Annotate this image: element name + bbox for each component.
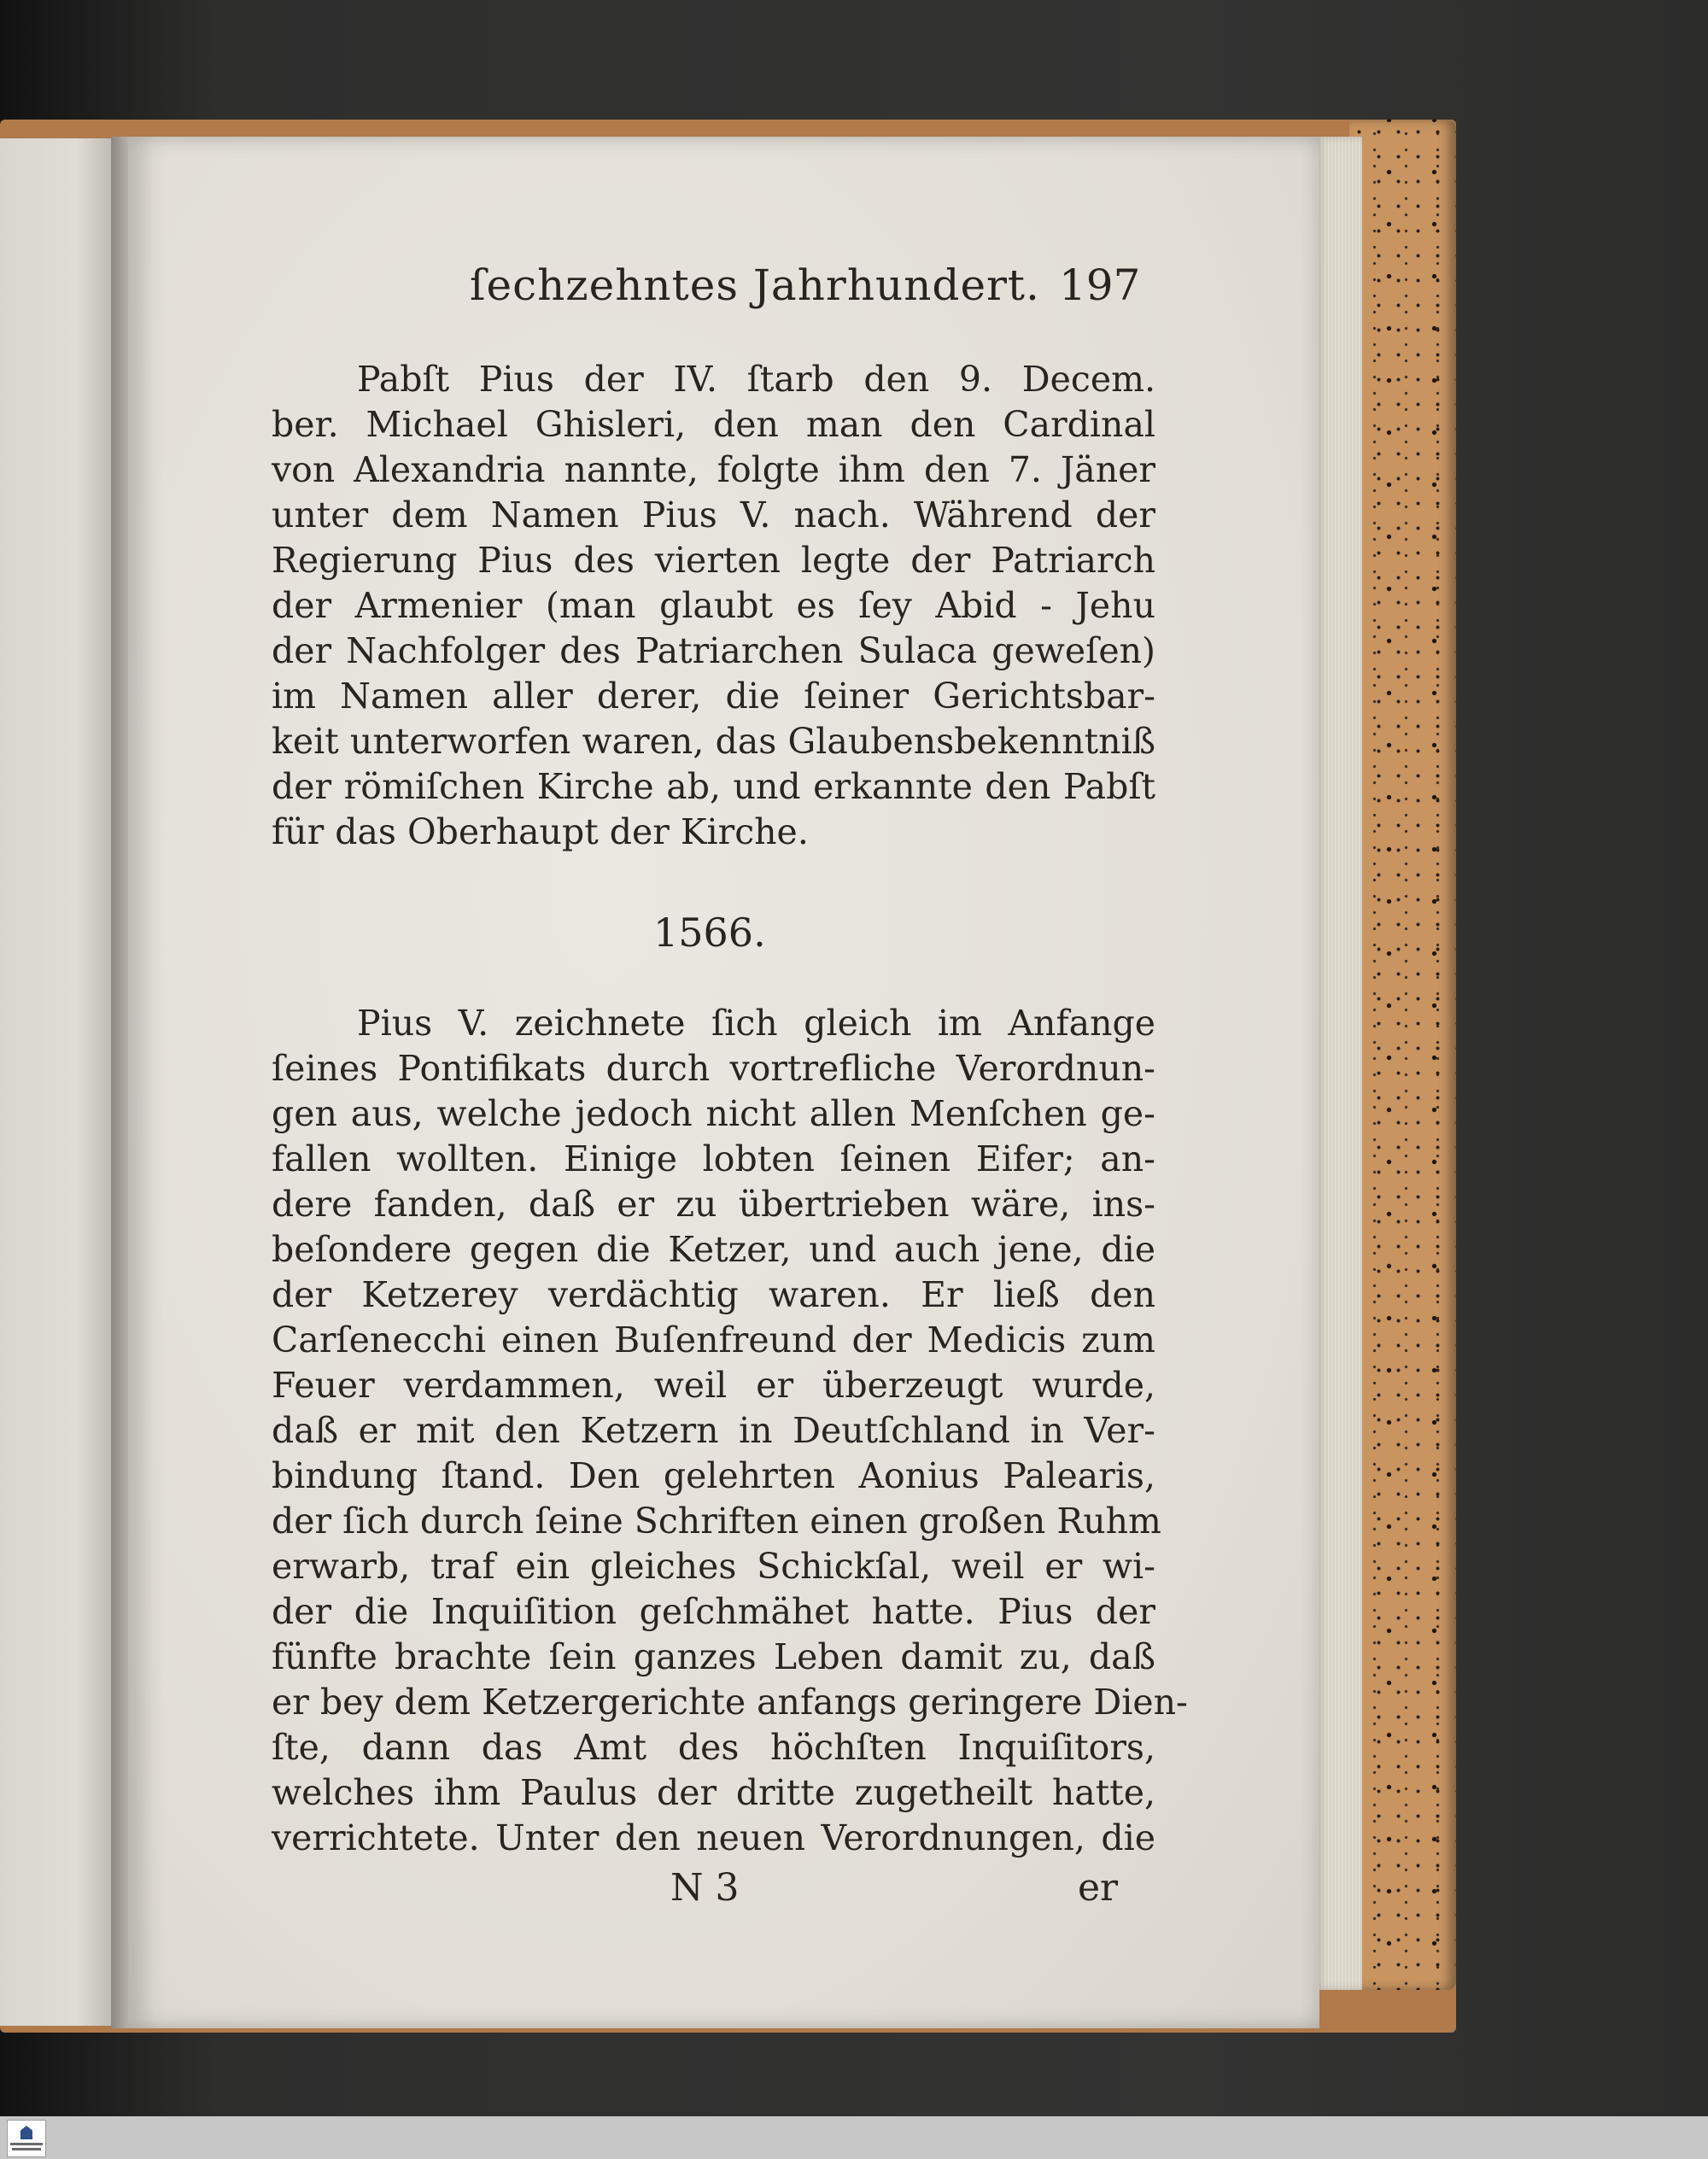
text-line: unter dem Namen Pius V. nach. Während der — [272, 494, 1155, 535]
text-line: welches ihm Paulus der dritte zugetheilt hatte, — [272, 1772, 1155, 1813]
viewer-footer-bar — [0, 2116, 1708, 2159]
text-line: der Ketzerey verdächtig waren. Er ließ den — [272, 1274, 1155, 1315]
text-line: der römiſchen Kirche ab, und erkannte den Pabſt — [272, 766, 1155, 807]
text-line: keit unterworfen waren, das Glaubensbekenntniß — [272, 721, 1155, 762]
text-line: ſte, dann das Amt des höchſten Inquiſitors, — [272, 1727, 1155, 1768]
text-line: von Alexandria nannte, folgte ihm den 7. Jäner — [272, 449, 1155, 490]
catchword: er — [1078, 1866, 1119, 1910]
text-line: Feuer verdammen, weil er überzeugt wurde, — [272, 1365, 1155, 1406]
text-line: fünfte brachte ſein ganzes Leben damit zu, daß — [272, 1636, 1155, 1677]
page-number: 197 — [1059, 260, 1141, 310]
text-line: der ſich durch ſeine Schriften einen großen Ruhm — [272, 1501, 1161, 1542]
text-line: erwarb, traf ein gleiches Schickſal, weil er wi- — [272, 1546, 1155, 1587]
library-logo-icon[interactable] — [7, 2120, 46, 2157]
text-line: dere fanden, daß er zu übertrieben wäre, ins- — [272, 1184, 1155, 1225]
logo-caption-rule — [12, 2148, 41, 2150]
text-line: bindung ſtand. Den gelehrten Aonius Palearis, — [272, 1455, 1155, 1496]
text-line: er bey dem Ketzergerichte anfangs geringere Dien- — [272, 1682, 1188, 1723]
text-line: der Armenier (man glaubt es ſey Abid - Jehu — [272, 585, 1155, 626]
text-line: ber. Michael Ghisleri, den man den Cardinal — [272, 404, 1155, 445]
signature-mark: N 3 — [670, 1866, 740, 1910]
text-line: für das Oberhaupt der Kirche. — [272, 811, 809, 852]
left-page-sliver — [0, 138, 120, 2026]
text-line: fallen wollten. Einige lobten ſeinen Eifer; an- — [272, 1138, 1155, 1179]
text-line: ſeines Pontifikats durch vortrefliche Verordnun- — [272, 1048, 1155, 1089]
running-head: ſechzehntes Jahrhundert. — [470, 260, 1040, 310]
text-line: Carſenecchi einen Buſenfreund der Medicis zum — [272, 1319, 1155, 1360]
page-stack-edges — [1315, 137, 1362, 1990]
year-heading: 1566. — [653, 910, 766, 956]
text-line: im Namen aller derer, die ſeiner Gerichtsbar- — [272, 676, 1155, 717]
text-line: verrichtete. Unter den neuen Verordnungen, die — [272, 1817, 1155, 1858]
tower-glyph-icon — [20, 2126, 32, 2139]
text-line: Pabſt Pius der IV. ſtarb den 9. Decem. — [357, 359, 1155, 400]
speckled-page-edge — [1349, 120, 1456, 1990]
text-line: gen aus, welche jedoch nicht allen Menſchen ge- — [272, 1093, 1155, 1134]
text-line: beſondere gegen die Ketzer, und auch jene, die — [272, 1229, 1155, 1270]
text-line: daß er mit den Ketzern in Deutſchland in Ver- — [272, 1410, 1155, 1451]
text-line: der Nachfolger des Patriarchen Sulaca geweſen) — [272, 630, 1155, 671]
text-line: Pius V. zeichnete ſich gleich im Anfange — [357, 1003, 1155, 1044]
text-line: der die Inquiſition geſchmähet hatte. Pius der — [272, 1591, 1155, 1632]
text-line: Regierung Pius des vierten legte der Patriarch — [272, 540, 1155, 581]
logo-caption-rule — [10, 2143, 43, 2145]
